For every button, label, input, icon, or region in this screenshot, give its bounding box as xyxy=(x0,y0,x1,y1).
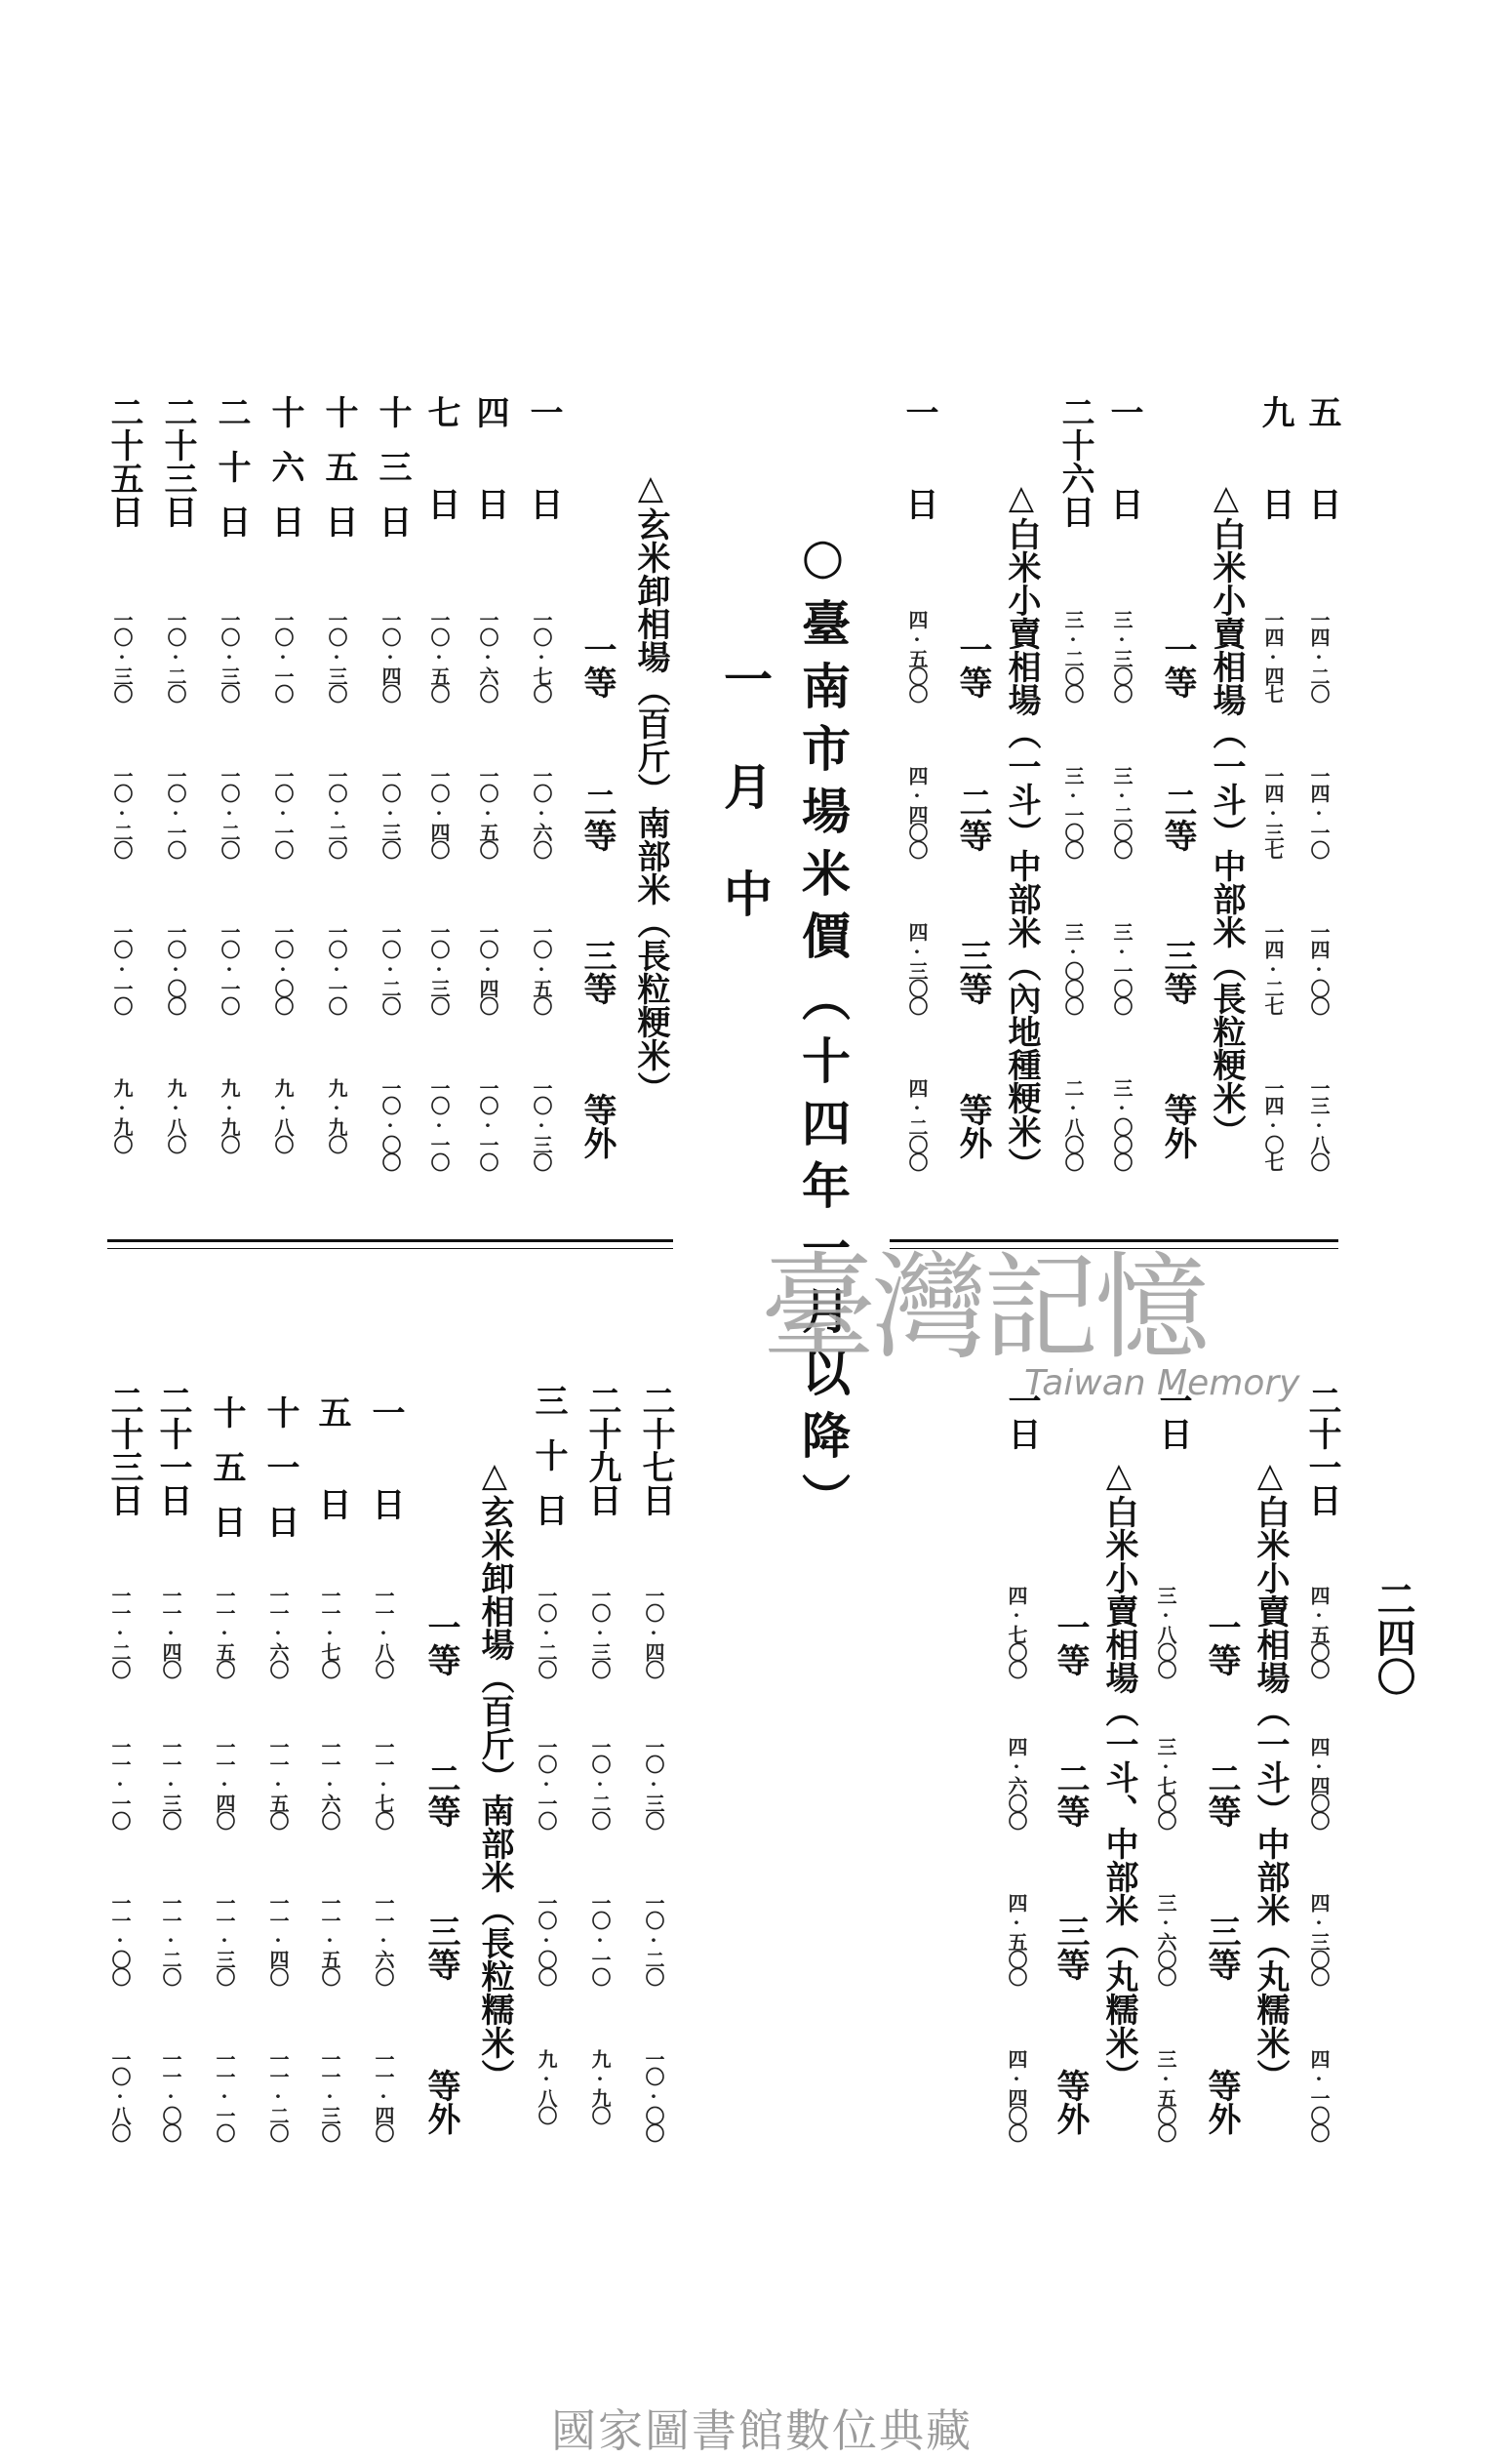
row-day: 十六日 xyxy=(265,395,304,559)
price-value: 一一·一〇 xyxy=(108,1737,132,1829)
price-value: 一〇·三〇 xyxy=(427,922,451,1014)
price-value: 三·一〇〇 xyxy=(1110,922,1134,1014)
price-value: 一〇·八〇 xyxy=(108,2049,132,2141)
row-day: 二十六日 xyxy=(1055,395,1094,528)
grade-label: 三等 xyxy=(421,1915,460,1981)
grade-label: 一等 xyxy=(953,632,992,699)
price-value: 九·八〇 xyxy=(271,1078,295,1152)
row-day: 十五日 xyxy=(319,395,358,559)
price-value: 四·二〇〇 xyxy=(905,1078,929,1170)
price-value: 一〇·二〇 xyxy=(535,1586,558,1677)
price-value: 一〇·一〇 xyxy=(325,922,348,1014)
price-value: 四·七〇〇 xyxy=(1005,1586,1028,1677)
price-value: 一一·四〇 xyxy=(159,1586,182,1677)
price-value: 四·四〇〇 xyxy=(905,766,929,858)
price-value: 九·八〇 xyxy=(535,2049,558,2123)
section-divider xyxy=(107,1239,673,1249)
row-day: 五日 xyxy=(1302,395,1341,579)
grade-label: 等外 xyxy=(1158,1093,1197,1159)
price-value: 一〇·四〇 xyxy=(642,1586,665,1677)
price-value: 三·七〇〇 xyxy=(1154,1737,1177,1829)
price-value: 三·八〇〇 xyxy=(1154,1586,1177,1677)
grade-label: 等外 xyxy=(1202,2069,1241,2135)
row-day: 二十三日 xyxy=(104,1384,143,1516)
price-value: 一〇·一〇 xyxy=(476,1078,499,1170)
grade-label: 一等 xyxy=(1158,632,1197,699)
price-value: 一四·二〇 xyxy=(1307,610,1331,702)
price-value: 一四·四七 xyxy=(1261,610,1285,702)
grade-label: 三等 xyxy=(1158,939,1197,1005)
footer-credit: 國家圖書館數位典藏 xyxy=(551,2404,973,2457)
price-value: 四·一〇〇 xyxy=(1307,2049,1331,2141)
price-value: 一〇·二〇 xyxy=(325,766,348,858)
price-value: 一一·六〇 xyxy=(318,1737,341,1829)
row-day: 二十九日 xyxy=(582,1384,621,1516)
grade-label: 一等 xyxy=(577,632,617,699)
grade-label: 等外 xyxy=(953,1093,992,1159)
price-value: 一〇·二〇 xyxy=(588,1737,612,1829)
price-value: 三·二〇〇 xyxy=(1061,610,1085,702)
price-value: 一〇·三〇 xyxy=(530,1078,553,1170)
row-day: 三十日 xyxy=(529,1384,568,1548)
price-value: 一〇·三〇 xyxy=(218,610,241,702)
price-value: 一〇·二〇 xyxy=(378,922,402,1014)
price-value: 一〇·四〇 xyxy=(476,922,499,1014)
price-value: 一〇·二〇 xyxy=(164,610,187,702)
price-value: 一〇·一〇 xyxy=(110,922,134,1014)
price-value: 一一·四〇 xyxy=(213,1737,236,1829)
row-day: 一日 xyxy=(1104,395,1143,579)
price-value: 一〇·〇〇 xyxy=(271,922,295,1014)
price-value: 三·六〇〇 xyxy=(1154,1893,1177,1985)
price-value: 一一·四〇 xyxy=(372,2049,395,2141)
price-value: 一〇·五〇 xyxy=(476,766,499,858)
price-value: 一〇·七〇 xyxy=(530,610,553,702)
price-value: 一一·〇〇 xyxy=(108,1893,132,1985)
row-day: 七日 xyxy=(421,395,460,579)
price-value: 四·三〇〇 xyxy=(905,922,929,1014)
price-value: 一〇·二〇 xyxy=(218,766,241,858)
price-value: 一一·六〇 xyxy=(372,1893,395,1985)
grade-label: 三等 xyxy=(577,939,617,1005)
price-value: 九·九〇 xyxy=(110,1078,134,1152)
price-value: 四·三〇〇 xyxy=(1307,1893,1331,1985)
price-value: 一一·三〇 xyxy=(213,1893,236,1985)
price-value: 一一·八〇 xyxy=(372,1586,395,1677)
row-day: 一日 xyxy=(366,1395,405,1579)
price-value: 一〇·三〇 xyxy=(588,1586,612,1677)
price-value: 一〇·一〇 xyxy=(218,922,241,1014)
price-value: 一〇·三〇 xyxy=(642,1737,665,1829)
price-value: 一一·三〇 xyxy=(159,1737,182,1829)
price-value: 一四·二七 xyxy=(1261,922,1285,1014)
price-value: 三·二〇〇 xyxy=(1110,766,1134,858)
price-value: 一〇·〇〇 xyxy=(378,1078,402,1170)
row-day: 一日 xyxy=(524,395,563,579)
price-value: 一一·〇〇 xyxy=(159,2049,182,2141)
price-value: 一〇·六〇 xyxy=(476,610,499,702)
price-value: 九·九〇 xyxy=(218,1078,241,1152)
price-value: 三·〇〇〇 xyxy=(1061,922,1085,1014)
grade-label: 一等 xyxy=(1051,1610,1090,1676)
row-day: 二十七日 xyxy=(636,1384,675,1516)
price-value: 一四·〇七 xyxy=(1261,1078,1285,1170)
price-value: 三·三〇〇 xyxy=(1110,610,1134,702)
price-value: 四·五〇〇 xyxy=(905,610,929,702)
row-day: 一日 xyxy=(899,395,938,579)
grade-label: 二等 xyxy=(1051,1761,1090,1828)
grade-label: 三等 xyxy=(1202,1915,1241,1981)
row-day: 十五日 xyxy=(207,1395,246,1559)
grade-label: 二等 xyxy=(577,786,617,852)
row-day: 二十一日 xyxy=(153,1384,192,1516)
price-value: 一一·二〇 xyxy=(159,1893,182,1985)
price-value: 一一·六〇 xyxy=(266,1586,290,1677)
price-value: 一〇·二〇 xyxy=(642,1893,665,1985)
row-day: 二十日 xyxy=(212,395,251,559)
row-day: 二十五日 xyxy=(104,395,143,528)
price-value: 二·八〇〇 xyxy=(1061,1078,1085,1170)
price-value: 九·九〇 xyxy=(588,2049,612,2123)
price-value: 三·一〇〇 xyxy=(1061,766,1085,858)
price-value: 一〇·三〇 xyxy=(325,610,348,702)
price-value: 一〇·二〇 xyxy=(110,766,134,858)
price-value: 一一·二〇 xyxy=(108,1586,132,1677)
price-value: 九·八〇 xyxy=(164,1078,187,1152)
grade-label: 一等 xyxy=(1202,1610,1241,1676)
watermark-subtitle: Taiwan Memory xyxy=(1024,1363,1300,1403)
grade-label: 二等 xyxy=(953,786,992,852)
row-day: 十一日 xyxy=(260,1395,299,1559)
price-value: 一〇·三〇 xyxy=(378,766,402,858)
grade-label: 二等 xyxy=(421,1761,460,1828)
grade-label: 二等 xyxy=(1202,1761,1241,1828)
price-value: 一一·五〇 xyxy=(213,1586,236,1677)
price-value: 一三·八〇 xyxy=(1307,1078,1331,1170)
price-value: 一〇·〇〇 xyxy=(535,1893,558,1985)
price-value: 四·四〇〇 xyxy=(1307,1737,1331,1829)
watermark-logo: 臺灣記憶 xyxy=(761,1240,1207,1375)
grade-label: 等外 xyxy=(421,2069,460,2135)
row-day: 二十一日 xyxy=(1302,1384,1341,1516)
row-day: 二十三日 xyxy=(158,395,197,528)
price-value: 一一·七〇 xyxy=(318,1586,341,1677)
page-title: ○臺南市場米價（十四年一月以降） xyxy=(794,527,852,1535)
section-heading: △白米小賣相場（一斗）中部米（長粒粳米） xyxy=(1207,478,1246,1148)
price-value: 三·五〇〇 xyxy=(1154,2049,1177,2141)
grade-label: 等外 xyxy=(1051,2069,1090,2135)
row-day: 一日 xyxy=(1153,1384,1192,1450)
price-value: 一一·七〇 xyxy=(372,1737,395,1829)
section-heading: △玄米卸相場（百斤）南部米（長粒糯米） xyxy=(475,1456,514,2092)
price-value: 四·五〇〇 xyxy=(1307,1586,1331,1677)
page-number: 二四〇 xyxy=(1371,1579,1416,1696)
price-value: 一一·五〇 xyxy=(266,1737,290,1829)
price-value: 四·六〇〇 xyxy=(1005,1737,1028,1829)
price-value: 一〇·一〇 xyxy=(588,1893,612,1985)
price-value: 一一·二〇 xyxy=(266,2049,290,2141)
price-value: 一一·三〇 xyxy=(318,2049,341,2141)
section-heading: △白米小賣相場（一斗）中部米（內地種粳米） xyxy=(1002,478,1041,1181)
grade-label: 一等 xyxy=(421,1610,460,1676)
price-value: 一〇·五〇 xyxy=(530,922,553,1014)
month-heading: 一月中 xyxy=(716,654,774,976)
price-value: 九·九〇 xyxy=(325,1078,348,1152)
price-value: 一一·一〇 xyxy=(213,2049,236,2141)
section-heading: △白米小賣相場（一斗）中部米（丸糯米） xyxy=(1251,1456,1290,2092)
row-day: 九日 xyxy=(1255,395,1294,579)
price-value: 四·五〇〇 xyxy=(1005,1893,1028,1985)
price-value: 一〇·一〇 xyxy=(164,766,187,858)
section-heading: △玄米卸相場（百斤）南部米（長粒粳米） xyxy=(631,468,670,1105)
price-value: 一一·五〇 xyxy=(318,1893,341,1985)
grade-label: 二等 xyxy=(1158,786,1197,852)
price-value: 一四·三七 xyxy=(1261,766,1285,858)
price-value: 一四·〇〇 xyxy=(1307,922,1331,1014)
grade-label: 三等 xyxy=(953,939,992,1005)
price-value: 一〇·三〇 xyxy=(110,610,134,702)
row-day: 十三日 xyxy=(373,395,412,559)
section-heading: △白米小賣相場（一斗、中部米（丸糯米） xyxy=(1099,1456,1138,2092)
price-value: 一〇·四〇 xyxy=(427,766,451,858)
price-value: 一四·一〇 xyxy=(1307,766,1331,858)
grade-label: 三等 xyxy=(1051,1915,1090,1981)
price-value: 一〇·〇〇 xyxy=(642,2049,665,2141)
grade-label: 等外 xyxy=(577,1093,617,1159)
row-day: 五日 xyxy=(312,1395,351,1579)
price-value: 一〇·一〇 xyxy=(271,610,295,702)
price-value: 一〇·一〇 xyxy=(535,1737,558,1829)
row-day: 一日 xyxy=(1002,1384,1041,1450)
price-value: 四·四〇〇 xyxy=(1005,2049,1028,2141)
price-value: 一〇·五〇 xyxy=(427,610,451,702)
row-day: 四日 xyxy=(470,395,509,579)
price-value: 三·〇〇〇 xyxy=(1110,1078,1134,1170)
price-value: 一〇·一〇 xyxy=(271,766,295,858)
price-value: 一一·四〇 xyxy=(266,1893,290,1985)
price-value: 一〇·〇〇 xyxy=(164,922,187,1014)
price-value: 一〇·一〇 xyxy=(427,1078,451,1170)
price-value: 一〇·四〇 xyxy=(378,610,402,702)
price-value: 一〇·六〇 xyxy=(530,766,553,858)
